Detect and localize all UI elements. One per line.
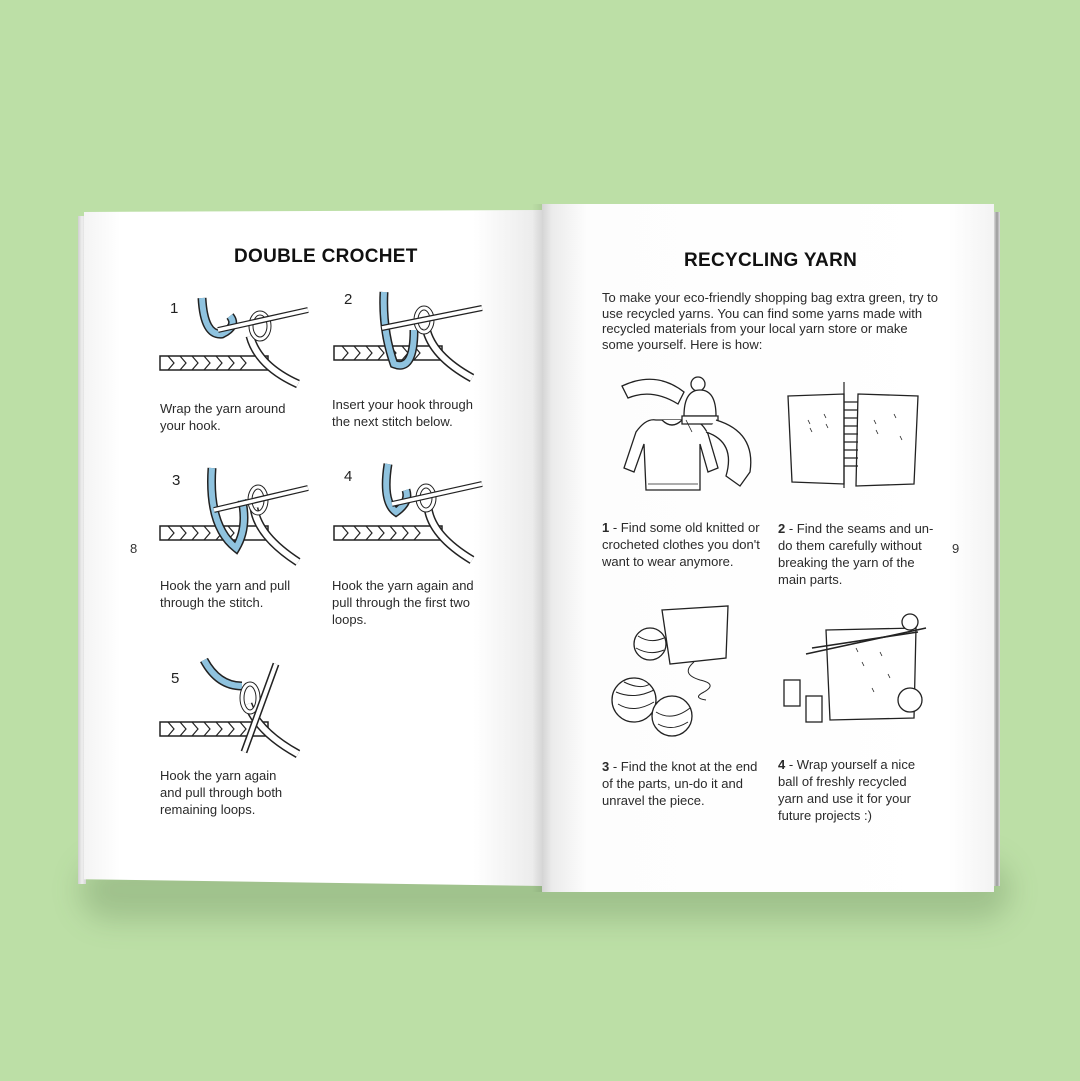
step-number: 4 — [344, 468, 353, 485]
recycle-step-number: 4 — [778, 757, 786, 772]
wrap-ball-illustration — [776, 608, 936, 738]
recycle-step-number: 1 — [602, 520, 610, 535]
recycle-step-text: - Find the knot at the end of the parts, un-do it and unravel the piece. — [602, 759, 758, 808]
crochet-step-1-illustration — [158, 296, 308, 386]
recycle-step-number: 3 — [602, 759, 610, 774]
seams-illustration — [784, 380, 924, 490]
step-caption: Hook the yarn again and pull through the first two loops. — [332, 578, 474, 627]
unravel-illustration — [610, 604, 740, 744]
step-caption: Wrap the yarn around your hook. — [160, 401, 286, 433]
book-spine — [532, 204, 552, 892]
step-number: 3 — [172, 472, 181, 489]
crochet-step-2-illustration — [332, 290, 482, 380]
step-caption: Insert your hook through the next stitch below. — [332, 397, 473, 429]
recycle-step-caption — [778, 520, 938, 588]
step-number: 2 — [344, 291, 353, 308]
recycle-step-caption — [602, 519, 762, 570]
recycle-step-text: - Find some old knitted or crocheted clothes you don't want to wear anymore. — [602, 520, 760, 569]
recycle-step-text: - Find the seams and un-do them carefully without breaking the yarn of the main parts. — [778, 521, 934, 587]
left-page-number: 8 — [130, 541, 138, 556]
right-page-title: RECYCLING YARN — [684, 250, 858, 271]
step-number: 1 — [170, 300, 179, 317]
right-page-edges — [994, 212, 1000, 886]
crochet-step-4-illustration — [332, 462, 482, 562]
crochet-step-5-illustration — [158, 656, 308, 756]
right-page-number: 9 — [952, 541, 960, 556]
step-caption: Hook the yarn and pull through the stitch. — [160, 578, 291, 610]
step-caption: Hook the yarn again and pull through both remaining loops. — [160, 768, 283, 817]
crochet-step-3-illustration — [158, 466, 308, 566]
recycle-step-number: 2 — [778, 521, 786, 536]
step-number: 5 — [171, 670, 180, 687]
recycle-step-caption — [778, 756, 928, 824]
intro-paragraph: To make your eco-friendly shopping bag extra green, try to use recycled yarns. You can find some yarns made with recycled materials from your local yarn store or make some yourself. Here is how: — [602, 290, 939, 352]
left-page-title: DOUBLE CROCHET — [234, 246, 418, 267]
old-clothes-illustration — [616, 372, 756, 502]
recycle-step-text: - Wrap yourself a nice ball of freshly recycled yarn and use it for your future projects :) — [778, 757, 916, 823]
recycle-step-caption — [602, 758, 762, 809]
